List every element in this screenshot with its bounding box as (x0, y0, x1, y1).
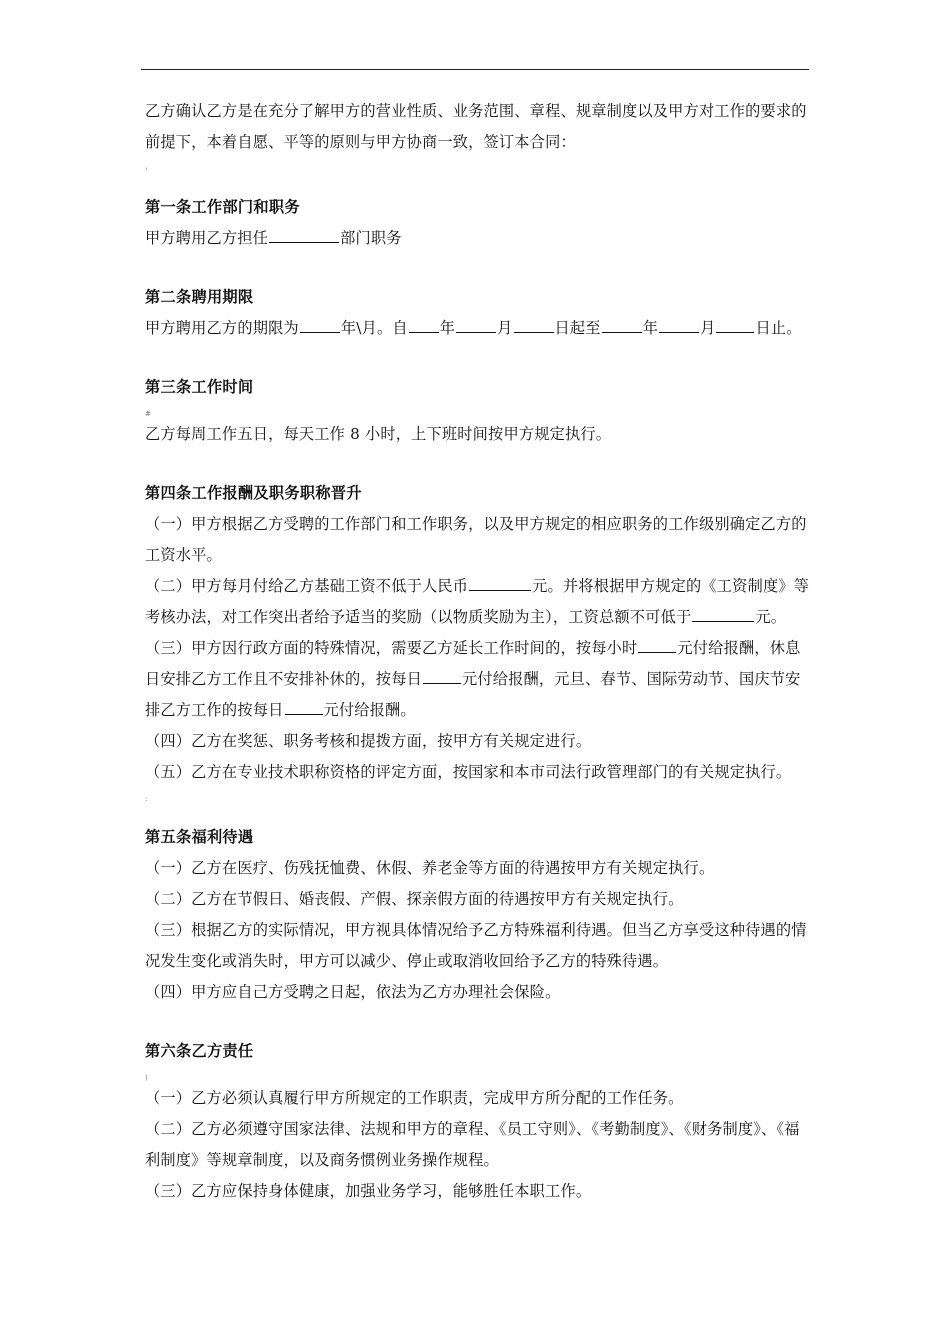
article-6-item-2: （二）乙方必须遵守国家法律、法规和甲方的章程、《员工守则》、《考勤制度》、《财务制度》、《福利制度》等规章制度，以及商务惯例业务操作规程。 (145, 1120, 800, 1169)
article-3-paragraph: 乙方每周工作五日，每天工作 8 小时，上下班时间按甲方规定执行。 (145, 425, 612, 443)
article-4-item-2: （二）甲方每月付给乙方基础工资不低于人民币 元。并将根据甲方规定的《工资制度》等考核办法，对工作突出者给予适当的奖励（以物质奖励为主），工资总额不可低于 元。 (145, 577, 810, 626)
blank-start-month[interactable] (456, 320, 496, 333)
article-6-item-3: （三）乙方应保持身体健康，加强业务学习，能够胜任本职工作。 (145, 1182, 592, 1200)
stray-mark: ) (145, 1074, 148, 1082)
blank-term-years[interactable] (300, 320, 340, 333)
blank-department[interactable] (269, 230, 339, 243)
article-5-item-4: （四）甲方应自己方受聘之日起，依法为乙方办理社会保险。 (145, 983, 561, 1001)
article-2-paragraph: 甲方聘用乙方的期限为 年\月。自 年 月 日起至 年 月 日止。 (145, 319, 802, 337)
article-1-title: 第一条工作部门和职务 (145, 198, 300, 216)
blank-start-day[interactable] (514, 320, 554, 333)
article-5-item-2: （二）乙方在节假日、婚丧假、产假、探亲假方面的待遇按甲方有关规定执行。 (145, 890, 684, 908)
article-4-item-5: （五）乙方在专业技术职称资格的评定方面，按国家和本市司法行政管理部门的有关规定执行。 (145, 763, 792, 781)
stray-mark: # (145, 410, 151, 418)
blank-end-month[interactable] (659, 320, 699, 333)
contract-body (145, 96, 813, 1207)
stray-mark: : (145, 795, 148, 803)
blank-holiday-pay[interactable] (285, 702, 323, 715)
blank-start-year[interactable] (409, 320, 439, 333)
article-5-item-1: （一）乙方在医疗、伤残抚恤费、休假、养老金等方面的待遇按甲方有关规定执行。 (145, 859, 715, 877)
article-4-title: 第四条工作报酬及职务职称晋升 (145, 484, 362, 502)
article-4-item-1: （一）甲方根据乙方受聘的工作部门和工作职务，以及甲方规定的相应职务的工作级别确定乙方的工资水平。 (145, 515, 807, 564)
blank-total-salary[interactable] (692, 609, 754, 622)
article-5-title: 第五条福利待遇 (145, 828, 254, 846)
article-6-item-1: （一）乙方必须认真履行甲方所规定的工作职责，完成甲方所分配的工作任务。 (145, 1089, 684, 1107)
article-4-item-3: （三）甲方因行政方面的特殊情况，需要乙方延长工作时间的，按每小时 元付给报酬，休息日安排乙方工作且不安排补休的，按每日 元付给报酬，元旦、春节、国际劳动节、国庆节安排乙方工作的按每日 元付给报酬。 (145, 639, 801, 719)
article-2-title: 第二条聘用期限 (145, 288, 254, 306)
blank-restday-pay[interactable] (423, 671, 461, 684)
blank-end-day[interactable] (716, 320, 754, 333)
blank-hourly-pay[interactable] (638, 640, 676, 653)
intro-paragraph: 乙方确认乙方是在充分了解甲方的营业性质、业务范围、章程、规章制度以及甲方对工作的要求的前提下，本着自愿、平等的原则与甲方协商一致，签订本合同： (145, 102, 807, 151)
article-5-item-3: （三）根据乙方的实际情况，甲方视具体情况给予乙方特殊福利待遇。但当乙方享受这种待遇的情况发生变化或消失时，甲方可以减少、停止或取消收回给予乙方的特殊待遇。 (145, 921, 807, 970)
article-1-paragraph: 甲方聘用乙方担任 部门职务 (145, 229, 402, 247)
blank-end-year[interactable] (602, 320, 642, 333)
header-rule (141, 69, 809, 70)
article-6-title: 第六条乙方责任 (145, 1042, 254, 1060)
blank-base-salary[interactable] (469, 578, 531, 591)
stray-mark: ‹ (145, 165, 148, 173)
article-3-title: 第三条工作时间 (145, 378, 254, 396)
article-4-item-4: （四）乙方在奖惩、职务考核和提拨方面，按甲方有关规定进行。 (145, 732, 592, 750)
